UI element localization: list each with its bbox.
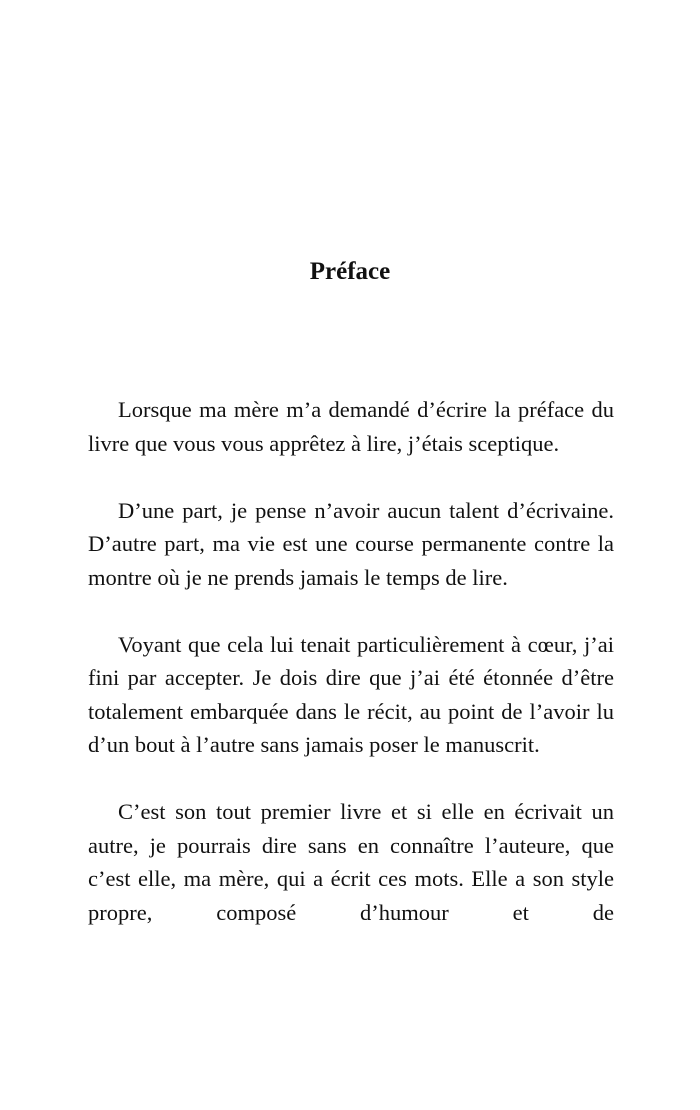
paragraph: Lorsque ma mère m’a demandé d’écrire la préface du livre que vous vous apprêtez à lire, j’étais sceptique.: [88, 397, 614, 456]
page-title: Préface: [309, 258, 391, 285]
preface-body: [88, 393, 614, 963]
paragraph: D’une part, je pense n’avoir aucun talent d’écrivaine. D’autre part, ma vie est une course permanente contre la montre où je ne prends jamais le temps de lire.: [88, 497, 614, 590]
paragraph: C’est son tout premier livre et si elle en écrivait un autre, je pourrais dire sans en connaître l’auteure, que c’est elle, ma mère, qui a écrit ces mots. Elle a son style propre, composé d’humour et de: [88, 799, 614, 925]
paragraph: Voyant que cela lui tenait particulièrement à cœur, j’ai fini par accepter. Je dois dire que j’ai été étonnée d’être totalement embarquée dans le récit, au point de l’avoir lu d’un bout à l’autre sans jamais poser le manuscrit.: [88, 631, 614, 757]
